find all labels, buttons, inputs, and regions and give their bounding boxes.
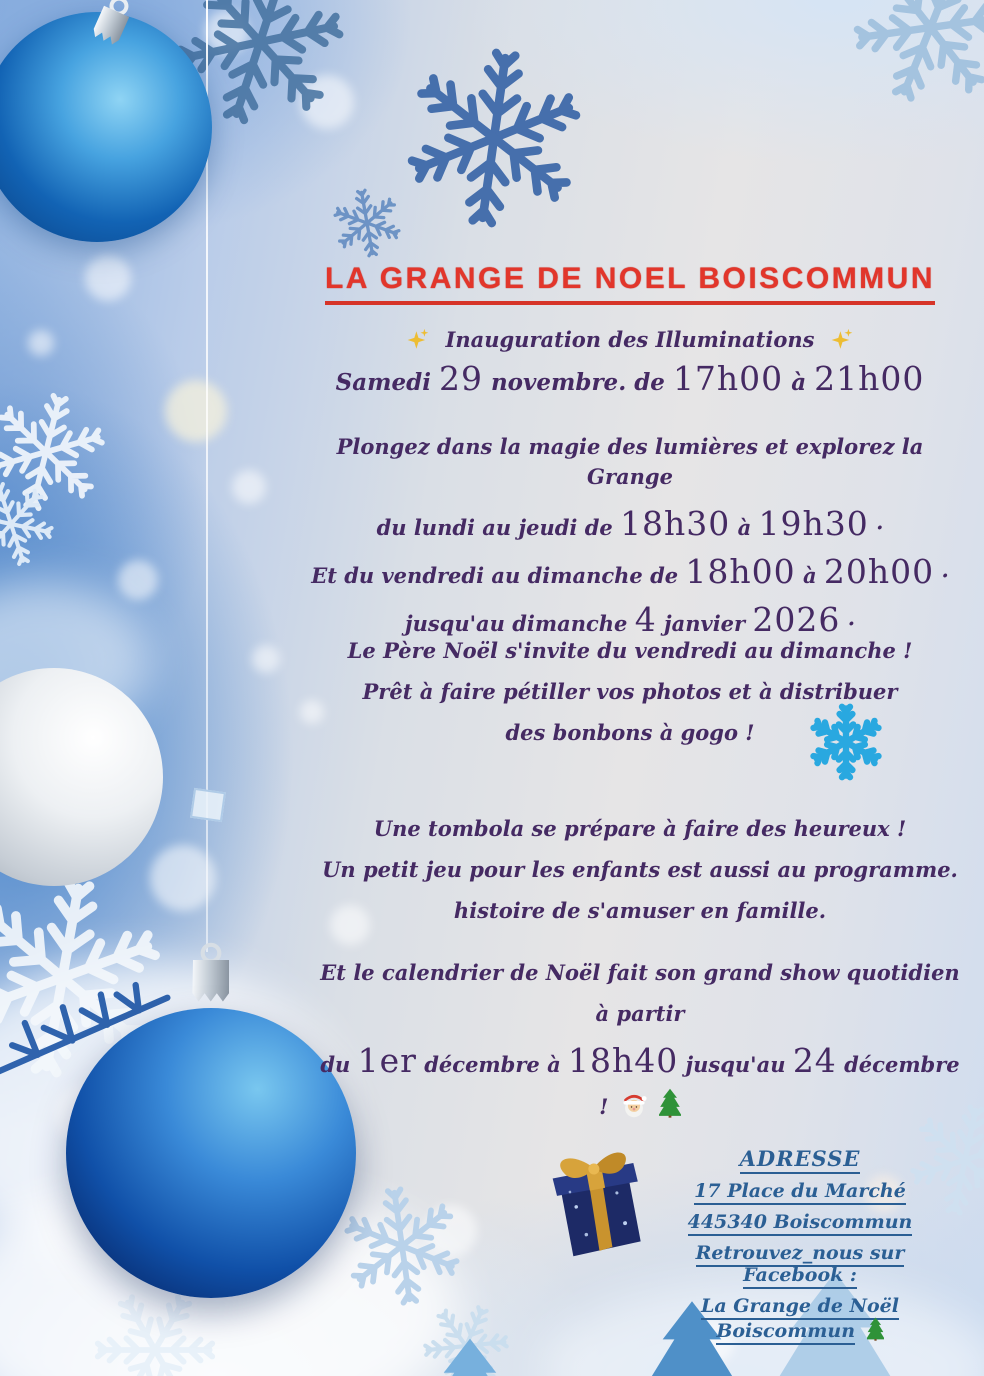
santa-icon — [621, 1092, 647, 1118]
tombola-line-2: Un petit jeu pour les enfants est aussi au programme. — [322, 857, 958, 882]
date-pre: Samedi — [335, 369, 439, 396]
weekdays-dot: · — [868, 515, 884, 540]
tombola-block — [320, 814, 960, 937]
date-time-end: 21h00 — [814, 359, 925, 398]
weekdays-end: 19h30 — [758, 504, 869, 543]
weekend-dot: · — [934, 563, 949, 588]
address-street-text: 17 Place du Marché — [694, 1180, 906, 1205]
until-day: 4 — [634, 600, 657, 639]
calendar-time: 18h40 — [567, 1041, 679, 1080]
date-time-start: 17h00 — [672, 359, 784, 398]
opening-weekdays — [300, 503, 960, 549]
until-pre: jusqu'au dimanche — [404, 611, 635, 636]
advent-calendar-block — [320, 958, 960, 1130]
weekdays-sep: à — [730, 515, 759, 540]
santa-line-2: Prêt à faire pétiller vos photos et à distribuer — [362, 679, 898, 704]
opening-weekend — [300, 551, 960, 597]
until-mid: janvier — [656, 611, 753, 636]
header — [300, 262, 960, 404]
weekend-pre: Et du vendredi au dimanche de — [311, 563, 686, 588]
santa-line-3: des bonbons à gogo ! — [505, 720, 755, 745]
sparkles-icon — [830, 329, 854, 351]
weekend-start: 18h00 — [685, 552, 796, 591]
opening-hours-block — [300, 432, 960, 647]
until-year: 2026 — [752, 600, 841, 639]
address-heading — [648, 1148, 952, 1171]
christmas-tree-icon — [867, 1317, 884, 1341]
sparkles-icon — [406, 329, 430, 351]
poster-title: LA GRANGE DE NOEL BOISCOMMUN — [325, 262, 935, 305]
date-day: 29 — [438, 359, 483, 398]
weekdays-pre: du lundi au jeudi de — [376, 515, 621, 540]
facebook-page-name — [648, 1295, 952, 1342]
facebook-page-text: La Grange de Noël Boiscommun — [701, 1295, 899, 1345]
address-street — [648, 1180, 952, 1202]
weekdays-start: 18h30 — [620, 504, 731, 543]
calendar-mid-2: jusqu'au — [678, 1052, 793, 1077]
calendar-line-1: Et le calendrier de Noël fait son grand show quotidien — [320, 960, 960, 985]
address-city-text: 445340 Boiscommun — [688, 1211, 913, 1236]
address-block — [648, 1148, 952, 1351]
calendar-line-3 — [320, 1040, 960, 1128]
calendar-end: décembre ! — [599, 1052, 960, 1119]
calendar-pre: du — [320, 1052, 358, 1077]
santa-block — [330, 636, 930, 759]
date-sep: à — [783, 369, 815, 396]
until-dot: · — [840, 611, 856, 636]
christmas-tree-icon — [659, 1088, 681, 1118]
calendar-start-day: 1er — [357, 1041, 417, 1080]
facebook-invite — [648, 1242, 952, 1286]
tombola-line-1: Une tombola se prépare à faire des heureux ! — [373, 816, 907, 841]
address-city — [648, 1211, 952, 1233]
calendar-mid: décembre à — [416, 1052, 568, 1077]
opening-intro: Plongez dans la magie des lumières et explorez la Grange — [336, 434, 924, 489]
santa-line-1: Le Père Noël s'invite du vendredi au dimanche ! — [347, 638, 913, 663]
tombola-line-3: histoire de s'amuser en famille. — [453, 898, 827, 923]
date-mid: novembre. de — [482, 369, 673, 396]
subtitle-text: Inauguration des Illuminations — [445, 327, 815, 352]
weekend-end: 20h00 — [823, 552, 935, 591]
calendar-line-2: à partir — [595, 1001, 685, 1026]
subtitle-line — [300, 327, 960, 352]
date-line — [300, 358, 960, 404]
calendar-end-day: 24 — [792, 1041, 837, 1080]
facebook-invite-text: Retrouvez_nous sur Facebook : — [696, 1242, 905, 1289]
weekend-sep: à — [795, 563, 824, 588]
address-heading-text: ADRESSE — [740, 1146, 861, 1174]
